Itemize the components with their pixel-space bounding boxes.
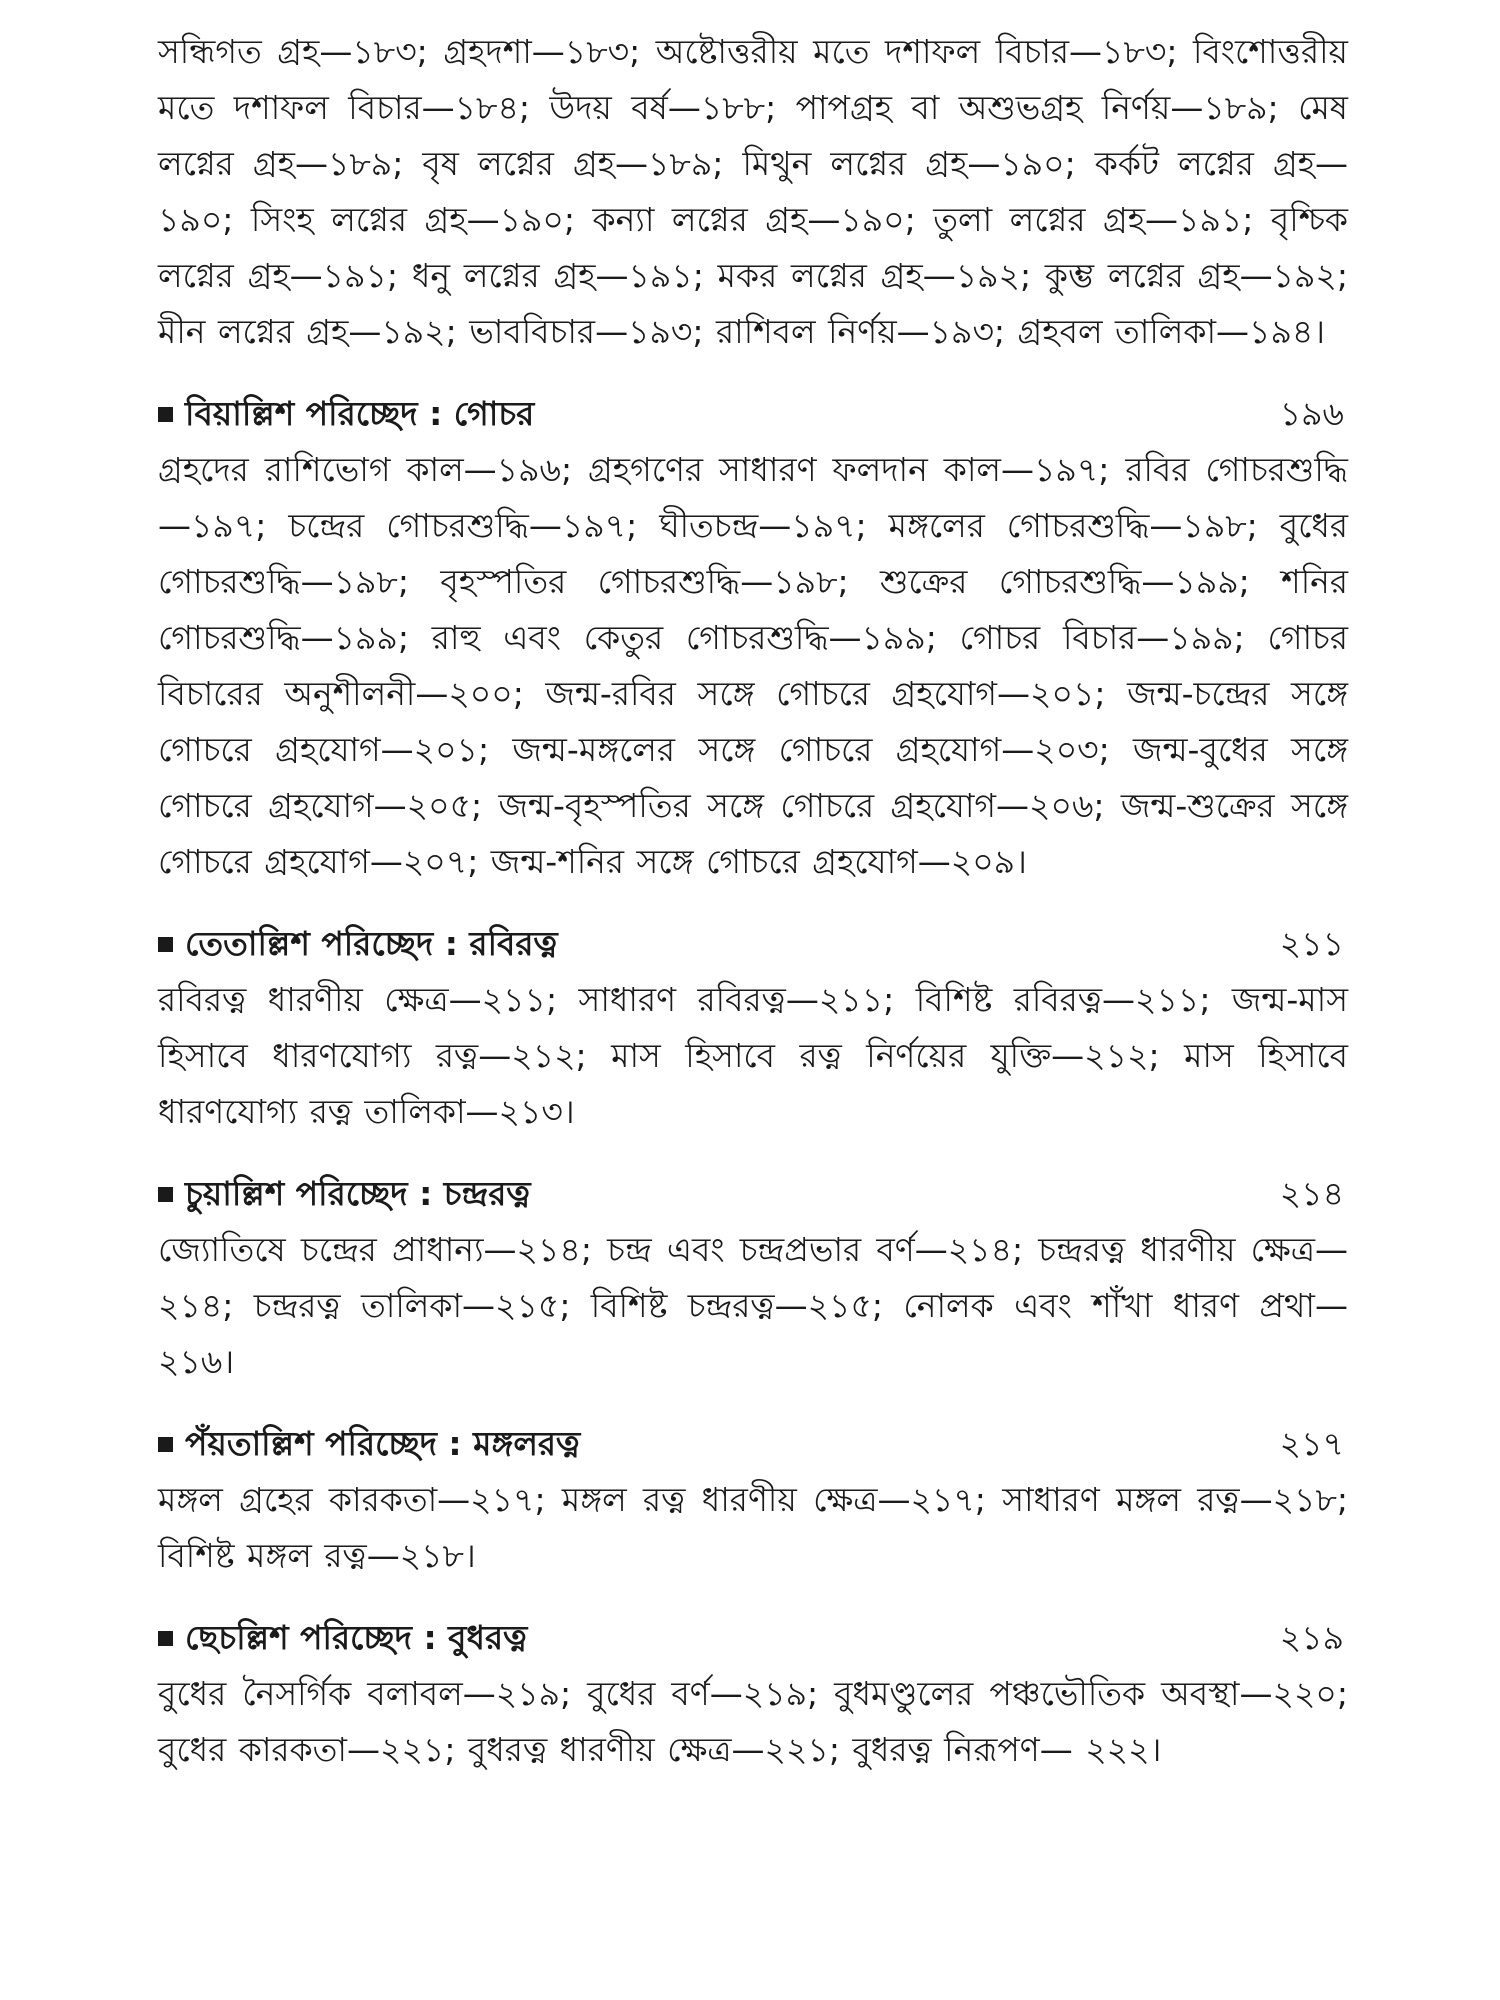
chapter-43 <box>158 916 1348 1140</box>
chapter-entries: বুধের নৈসর্গিক বলাবল—২১৯; বুধের বর্ণ—২১৯; বুধমণ্ডুলের পঞ্চভৌতিক অবস্থা—২২০; বুধের কারকতা—২২১; বুধরত্ন ধারণীয় ক্ষেত্র—২২১; বুধরত্ন নিরূপণ— ২২২। <box>158 1674 1348 1769</box>
chapter-entries: জ্যোতিষে চন্দ্রের প্রাধান্য—২১৪; চন্দ্র এবং চন্দ্রপ্রভার বর্ণ—২১৪; চন্দ্ররত্ন ধারণীয় ক্ষেত্র—২১৪; চন্দ্ররত্ন তালিকা—২১৫; বিশিষ্ট চন্দ্ররত্ন—২১৫; নোলক এবং শাঁখা ধারণ প্রথা—২১৬। <box>158 1230 1348 1381</box>
chapter-entries: মঙ্গল গ্রহের কারকতা—২১৭; মঙ্গল রত্ন ধারণীয় ক্ষেত্র—২১৭; সাধারণ মঙ্গল রত্ন—২১৮; বিশিষ্ট মঙ্গল রত্ন—২১৮। <box>158 1480 1348 1575</box>
square-bullet-icon <box>158 1187 173 1202</box>
chapter-42 <box>158 386 1348 890</box>
square-bullet-icon <box>158 1437 173 1452</box>
chapter-heading <box>158 386 1348 442</box>
square-bullet-icon <box>158 937 173 952</box>
chapter-page-number: ১৯৬ <box>1279 394 1344 433</box>
chapter-44 <box>158 1166 1348 1390</box>
chapter-heading <box>158 916 1348 972</box>
chapter-heading <box>158 1416 1348 1472</box>
chapter-title: চুয়াল্লিশ পরিচ্ছেদ : চন্দ্ররত্ন <box>185 1174 531 1213</box>
chapter-title: বিয়াল্লিশ পরিচ্ছেদ : গোচর <box>185 394 535 433</box>
chapter-page-number: ২১৯ <box>1279 1618 1344 1657</box>
chapter-entries: রবিরত্ন ধারণীয় ক্ষেত্র—২১১; সাধারণ রবিরত্ন—২১১; বিশিষ্ট রবিরত্ন—২১১; জন্ম-মাস হিসাবে ধারণযোগ্য রত্ন—২১২; মাস হিসাবে রত্ন নির্ণয়ের যুক্তি—২১২; মাস হিসাবে ধারণযোগ্য রত্ন তালিকা—২১৩। <box>158 980 1348 1131</box>
chapter-page-number: ২১১ <box>1279 924 1344 963</box>
chapter-page-number: ২১৭ <box>1279 1424 1344 1463</box>
chapter-title: ছেচল্লিশ পরিচ্ছেদ : বুধরত্ন <box>185 1618 528 1657</box>
contents-page <box>158 24 1348 1778</box>
square-bullet-icon <box>158 407 173 422</box>
intro-paragraph: সন্ধিগত গ্রহ—১৮৩; গ্রহদশা—১৮৩; অষ্টোত্তরীয় মতে দশাফল বিচার—১৮৩; বিংশোত্তরীয় মতে দশাফল বিচার—১৮৪; উদয় বর্ষ—১৮৮; পাপগ্রহ বা অশুভগ্রহ নির্ণয়—১৮৯; মেষ লগ্নের গ্রহ—১৮৯; বৃষ লগ্নের গ্রহ—১৮৯; মিথুন লগ্নের গ্রহ—১৯০; কর্কট লগ্নের গ্রহ—১৯০; সিংহ লগ্নের গ্রহ—১৯০; কন্যা লগ্নের গ্রহ—১৯০; তুলা লগ্নের গ্রহ—১৯১; বৃশ্চিক লগ্নের গ্রহ—১৯১; ধনু লগ্নের গ্রহ—১৯১; মকর লগ্নের গ্রহ—১৯২; কুম্ভ লগ্নের গ্রহ—১৯২; মীন লগ্নের গ্রহ—১৯২; ভাববিচার—১৯৩; রাশিবল নির্ণয়—১৯৩; গ্রহবল তালিকা—১৯৪। <box>158 32 1349 351</box>
square-bullet-icon <box>158 1631 173 1646</box>
chapter-title: পঁয়তাল্লিশ পরিচ্ছেদ : মঙ্গলরত্ন <box>185 1424 581 1463</box>
chapter-heading <box>158 1610 1348 1666</box>
chapter-heading <box>158 1166 1348 1222</box>
chapter-46 <box>158 1610 1348 1778</box>
chapter-page-number: ২১৪ <box>1279 1174 1344 1213</box>
chapter-title: তেতাল্লিশ পরিচ্ছেদ : রবিরত্ন <box>185 924 558 963</box>
chapter-45 <box>158 1416 1348 1584</box>
chapter-entries: গ্রহদের রাশিভোগ কাল—১৯৬; গ্রহগণের সাধারণ ফলদান কাল—১৯৭; রবির গোচরশুদ্ধি—১৯৭; চন্দ্রের গোচরশুদ্ধি—১৯৭; ঘীতচন্দ্র—১৯৭; মঙ্গলের গোচরশুদ্ধি—১৯৮; বুধের গোচরশুদ্ধি—১৯৮; বৃহস্পতির গোচরশুদ্ধি—১৯৮; শুক্রের গোচরশুদ্ধি—১৯৯; শনির গোচরশুদ্ধি—১৯৯; রাহু এবং কেতুর গোচরশুদ্ধি—১৯৯; গোচর বিচার—১৯৯; গোচর বিচারের অনুশীলনী—২০০; জন্ম-রবির সঙ্গে গোচরে গ্রহযোগ—২০১; জন্ম-চন্দ্রের সঙ্গে গোচরে গ্রহযোগ—২০১; জন্ম-মঙ্গলের সঙ্গে গোচরে গ্রহযোগ—২০৩; জন্ম-বুধের সঙ্গে গোচরে গ্রহযোগ—২০৫; জন্ম-বৃহস্পতির সঙ্গে গোচরে গ্রহযোগ—২০৬; জন্ম-শুক্রের সঙ্গে গোচরে গ্রহযোগ—২০৭; জন্ম-শনির সঙ্গে গোচরে গ্রহযোগ—২০৯। <box>158 450 1348 881</box>
